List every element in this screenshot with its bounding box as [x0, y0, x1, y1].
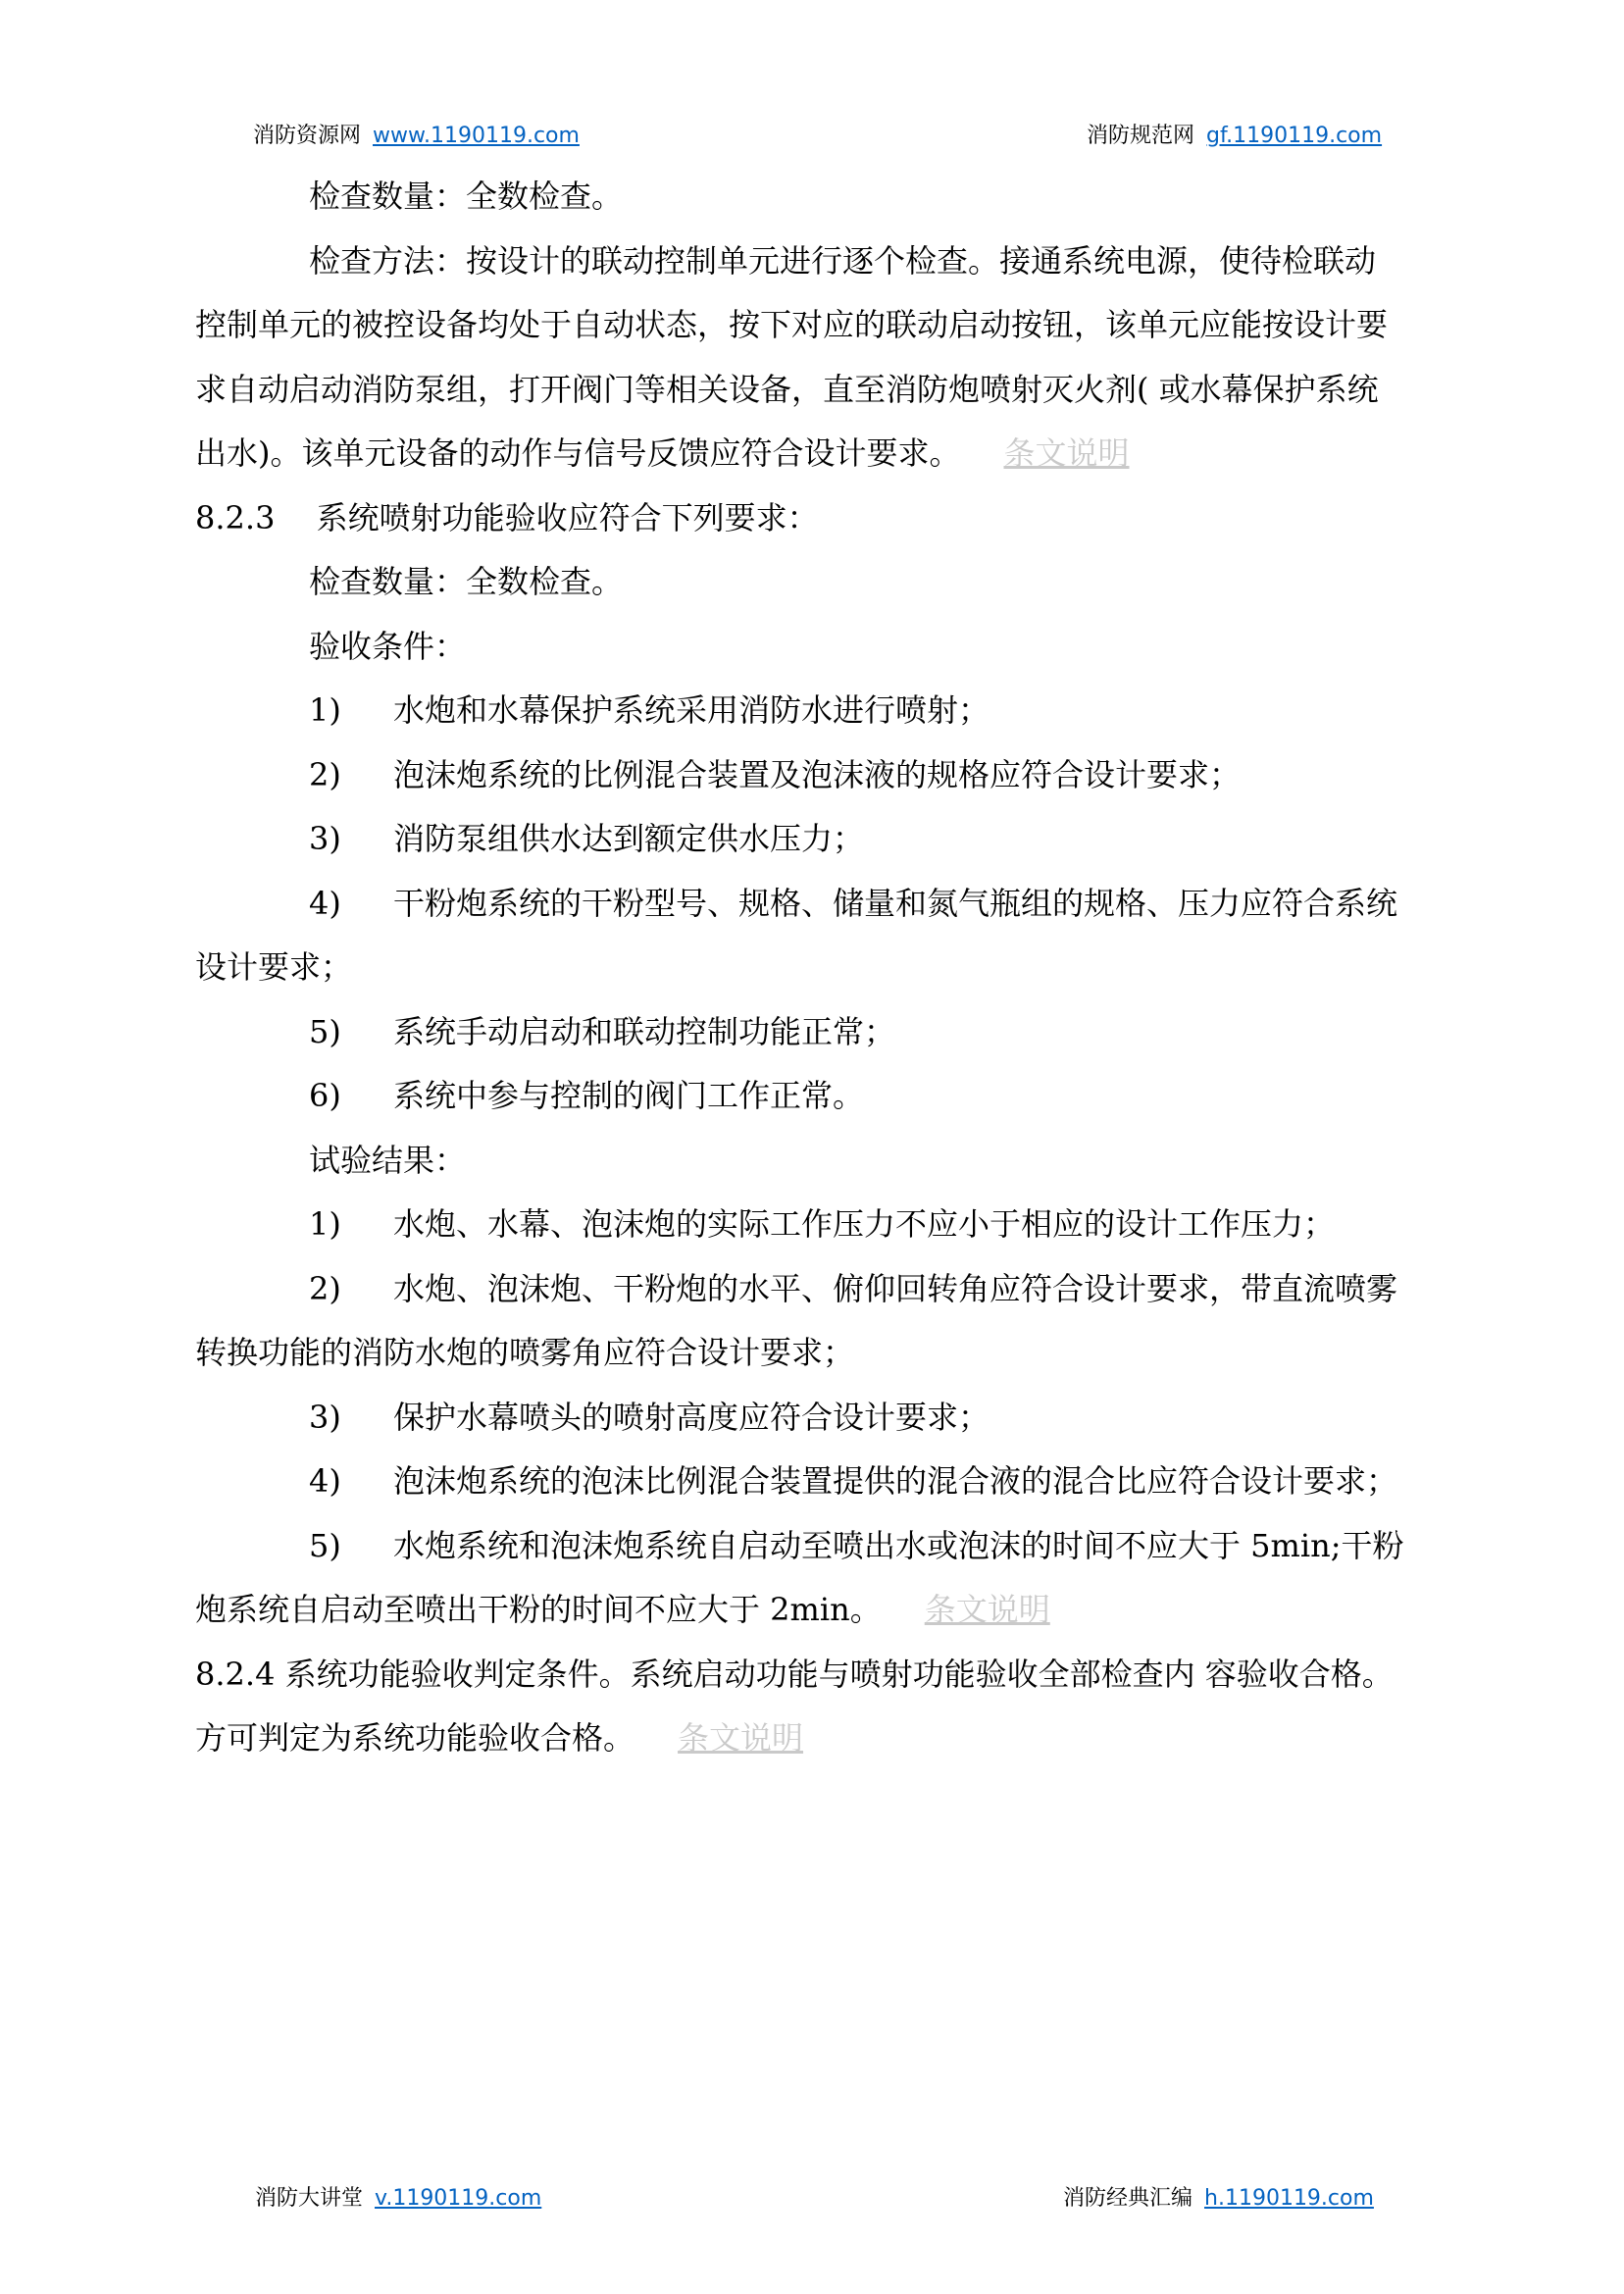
- paragraph: 检查方法：按设计的联动控制单元进行逐个检查。接通系统电源，使待检联动: [309, 241, 1377, 280]
- clause-note-link[interactable]: 条文说明: [924, 1591, 1050, 1628]
- list-item: [195, 1450, 1441, 1514]
- list-text: 泡沫炮系统的比例混合装置及泡沫液的规格应符合设计要求；: [393, 755, 1242, 793]
- list-number: 4): [309, 884, 341, 922]
- list-item-continuation: 设计要求；: [195, 948, 353, 986]
- footer-right-label: 消防经典汇编: [1063, 2186, 1193, 2211]
- paragraph: 控制单元的被控设备均处于自动状态，按下对应的联动启动按钮，该单元应能按设计要: [195, 306, 1389, 343]
- footer-right: [1063, 2184, 1374, 2214]
- list-text: 消防泵组供水达到额定供水压力；: [393, 820, 865, 857]
- header-left-link[interactable]: www.1190119.com: [373, 124, 580, 148]
- list-item: [195, 807, 1441, 872]
- paragraph: 检查数量：全数检查。: [309, 563, 624, 600]
- list-number: 3): [309, 1398, 341, 1436]
- list-number: 3): [309, 820, 341, 857]
- footer-left-link[interactable]: v.1190119.com: [375, 2186, 542, 2211]
- list-item: [195, 1064, 1441, 1129]
- clause-note-link[interactable]: 条文说明: [678, 1719, 804, 1757]
- paragraph-with-note: [195, 422, 1441, 486]
- list-number: 1): [309, 1205, 341, 1243]
- list-text: 系统中参与控制的阀门工作正常。: [393, 1077, 865, 1114]
- footer-right-link[interactable]: h.1190119.com: [1204, 2186, 1374, 2211]
- clause-note-link[interactable]: 条文说明: [1003, 434, 1130, 472]
- list-text: 水炮和水幕保护系统采用消防水进行喷射；: [393, 691, 990, 729]
- header-right-link[interactable]: gf.1190119.com: [1206, 124, 1383, 148]
- list-text: 水炮、泡沫炮、干粉炮的水平、俯仰回转角应符合设计要求，带直流喷雾: [393, 1269, 1398, 1307]
- subheading: 试验结果：: [309, 1141, 467, 1179]
- list-text: 水炮、水幕、泡沫炮的实际工作压力不应小于相应的设计工作压力；: [393, 1205, 1336, 1243]
- list-number: 1): [309, 691, 341, 729]
- list-item-continuation-with-note: [195, 1578, 1441, 1643]
- list-item: [195, 679, 1441, 743]
- list-text: 保护水幕喷头的喷射高度应符合设计要求；: [393, 1398, 990, 1436]
- list-text: 系统手动启动和联动控制功能正常；: [393, 1012, 896, 1050]
- list-number: 2): [309, 1269, 341, 1307]
- header-right-label: 消防规范网: [1087, 124, 1195, 148]
- list-item: [195, 743, 1441, 808]
- list-number: 2): [309, 755, 341, 793]
- list-item: [195, 1000, 1441, 1065]
- paragraph: 求自动启动消防泵组，打开阀门等相关设备，直至消防炮喷射灭火剂( 或水幕保护系统: [195, 370, 1379, 408]
- list-item: [195, 1193, 1441, 1257]
- header-left-label: 消防资源网: [253, 124, 362, 148]
- list-item: [195, 872, 1441, 937]
- header-right: [1087, 122, 1382, 151]
- list-text: 水炮系统和泡沫炮系统自启动至喷出水或泡沫的时间不应大于 5min;干粉: [393, 1526, 1404, 1564]
- section-heading-8-2-3: 8.2.3 系统喷射功能验收应符合下列要求：: [195, 498, 819, 536]
- section-heading-8-2-4: 8.2.4 系统功能验收判定条件。系统启动功能与喷射功能验收全部检查内 容验收合格。: [195, 1655, 1394, 1693]
- paragraph-text: 方可判定为系统功能验收合格。: [195, 1719, 635, 1757]
- list-number: 5): [309, 1526, 341, 1564]
- paragraph-text: 炮系统自启动至喷出干粉的时间不应大于 2min。: [195, 1591, 882, 1628]
- list-item: [195, 1514, 1441, 1579]
- list-number: 4): [309, 1462, 341, 1500]
- list-number: 6): [309, 1077, 341, 1114]
- paragraph: 检查数量：全数检查。: [309, 178, 624, 215]
- header-left: [253, 122, 580, 151]
- list-item: [195, 1386, 1441, 1451]
- footer-left-label: 消防大讲堂: [255, 2186, 364, 2211]
- list-item: [195, 1257, 1441, 1322]
- document-body: [195, 165, 1441, 1771]
- paragraph-text: 出水)。该单元设备的动作与信号反馈应符合设计要求。: [195, 434, 961, 472]
- list-text: 干粉炮系统的干粉型号、规格、储量和氮气瓶组的规格、压力应符合系统: [393, 884, 1398, 922]
- footer-left: [255, 2184, 541, 2214]
- list-text: 泡沫炮系统的泡沫比例混合装置提供的混合液的混合比应符合设计要求；: [393, 1462, 1398, 1500]
- list-item-continuation: 转换功能的消防水炮的喷雾角应符合设计要求；: [195, 1334, 855, 1371]
- list-number: 5): [309, 1012, 341, 1050]
- paragraph-with-note: [195, 1707, 1441, 1771]
- subheading: 验收条件：: [309, 627, 467, 665]
